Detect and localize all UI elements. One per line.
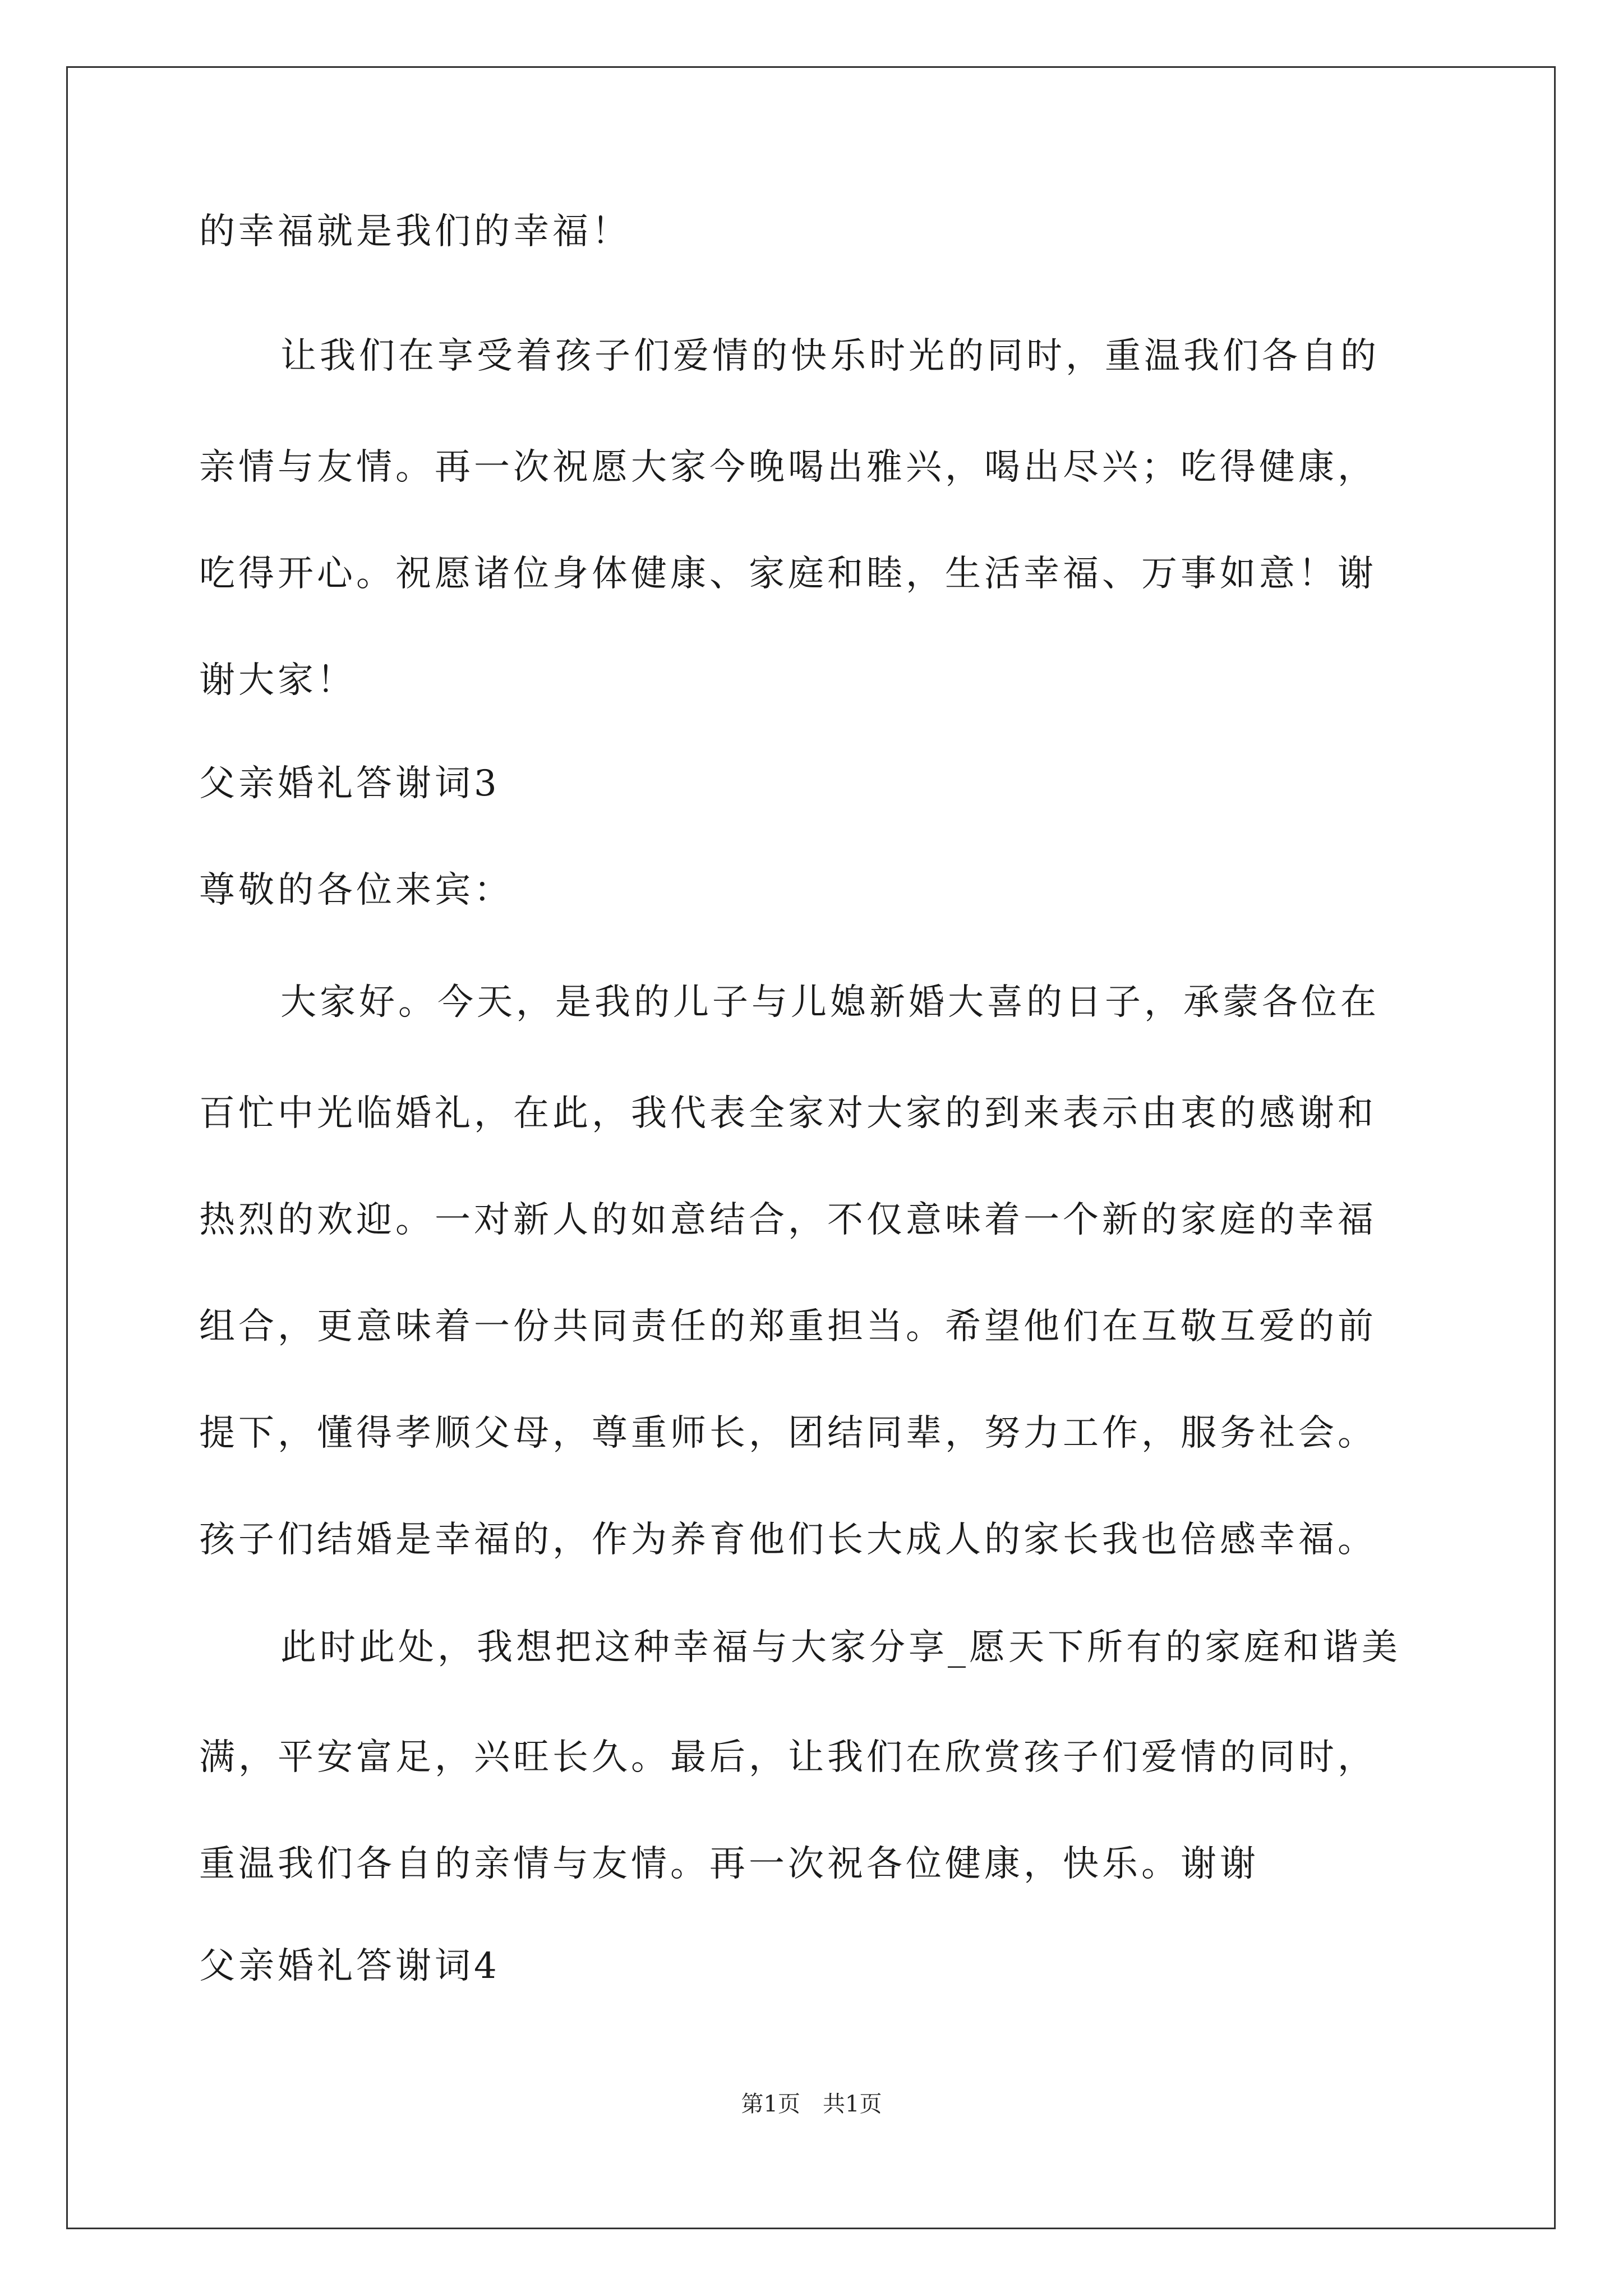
text-line: 组合，更意味着一份共同责任的郑重担当。希望他们在互敬互爱的前 <box>199 1306 1377 1347</box>
paragraph-start: 此时此处，我想把这种幸福与大家分享_愿天下所有的家庭和谐美 <box>280 1627 1401 1668</box>
section-heading: 父亲婚礼答谢词4 <box>199 1945 500 1987</box>
text-line: 亲情与友情。再一次祝愿大家今晚喝出雅兴，喝出尽兴；吃得健康， <box>199 447 1377 488</box>
text-line: 重温我们各自的亲情与友情。再一次祝各位健康，快乐。谢谢 <box>199 1843 1259 1885</box>
text-line: 孩子们结婚是幸福的，作为养育他们长大成人的家长我也倍感幸福。 <box>199 1519 1377 1561</box>
text-line: 吃得开心。祝愿诸位身体健康、家庭和睦，生活幸福、万事如意！谢 <box>199 553 1377 595</box>
page-border <box>66 66 1556 2229</box>
text-line: 提下，懂得孝顺父母，尊重师长，团结同辈，努力工作，服务社会。 <box>199 1412 1377 1454</box>
text-line: 满，平安富足，兴旺长久。最后，让我们在欣赏孩子们爱情的同时， <box>199 1737 1377 1778</box>
text-line: 的幸福就是我们的幸福！ <box>199 211 631 252</box>
text-line: 谢大家！ <box>199 660 356 701</box>
paragraph-start: 大家好。今天，是我的儿子与儿媳新婚大喜的日子，承蒙各位在 <box>280 982 1380 1023</box>
paragraph-start: 让我们在享受着孩子们爱情的快乐时光的同时，重温我们各自的 <box>280 335 1380 377</box>
page-number-footer: 第1页 共1页 <box>741 2091 882 2117</box>
salutation: 尊敬的各位来宾： <box>199 869 513 911</box>
text-line: 热烈的欢迎。一对新人的如意结合，不仅意味着一个新的家庭的幸福 <box>199 1199 1377 1241</box>
text-line: 百忙中光临婚礼，在此，我代表全家对大家的到来表示由衷的感谢和 <box>199 1093 1377 1134</box>
section-heading: 父亲婚礼答谢词3 <box>199 763 500 804</box>
